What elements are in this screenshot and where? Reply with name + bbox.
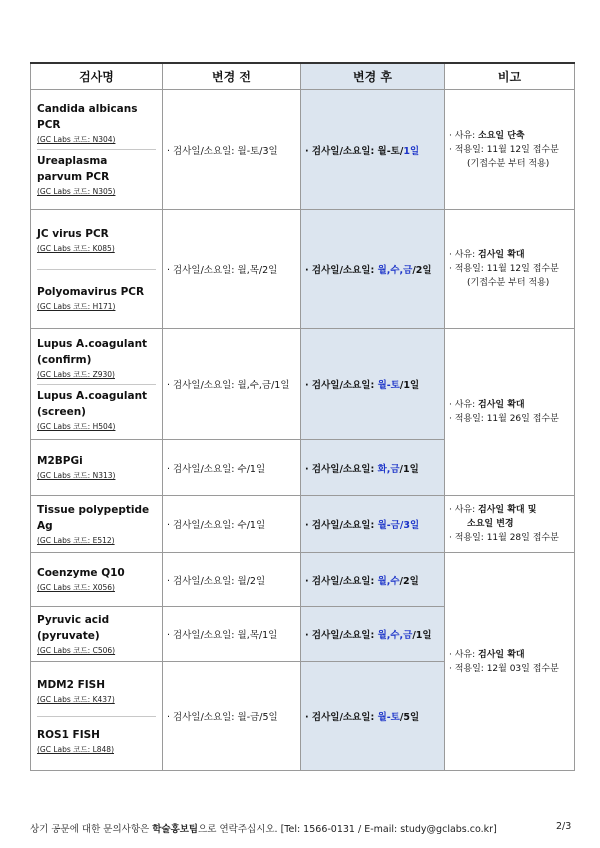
test-name-cell <box>31 553 163 607</box>
test-code: (GC Labs 코드: K085) <box>37 243 115 253</box>
test-name: Pyruvic acid (pyruvate) <box>37 613 110 642</box>
test-name: Candida albicans PCR <box>37 103 138 131</box>
table-row <box>31 329 575 440</box>
test-entry <box>37 149 156 201</box>
header-before: 변경 전 <box>163 63 301 90</box>
note-reason-cont: 소요일 변경 <box>467 519 514 529</box>
note-cell <box>445 329 575 496</box>
after-cell <box>301 329 445 440</box>
before-cell: · 검사일/소요일: 월-금/5일 <box>163 662 301 771</box>
header-note: 비고 <box>445 63 575 90</box>
after-highlight: 월,수 <box>377 575 400 587</box>
note-cell <box>445 210 575 329</box>
test-code: (GC Labs 코드: N304) <box>37 135 116 144</box>
note-reason: · 사유: 검사일 확대 <box>449 400 525 410</box>
test-code: (GC Labs 코드: H504) <box>37 421 116 431</box>
page-number: 2/3 <box>556 821 572 832</box>
test-name: Polyomavirus PCR <box>37 285 145 298</box>
table-row <box>31 553 575 607</box>
note-apply-date: · 적용일: 11월 12일 접수분 <box>449 144 559 155</box>
table-row <box>31 496 575 553</box>
test-name: JC virus PCR <box>37 227 109 240</box>
after-suffix: /1일 <box>399 463 419 475</box>
footer-contact: 상기 공문에 대한 문의사항은 학술홍보팀으로 연락주십시오. [Tel: 1566-0131 / E-mail: study@gclabs.co.kr] <box>30 824 497 835</box>
after-highlight: 월-토 <box>377 380 400 391</box>
note-reason: · 사유: 검사일 확대 <box>449 250 525 260</box>
change-table <box>30 62 575 771</box>
test-name: Lupus A.coagulant (confirm) <box>37 337 148 366</box>
header-row <box>31 63 575 90</box>
table-row <box>31 210 575 329</box>
after-highlight: 월-금/3일 <box>377 520 420 531</box>
after-highlight: 월-토 <box>377 712 400 723</box>
note-cell <box>445 496 575 553</box>
note-cell <box>445 553 575 771</box>
test-name-cell <box>31 496 163 553</box>
test-code: (GC Labs 코드: N305) <box>37 187 116 196</box>
note-reason: · 사유: 소요일 단축 <box>449 130 525 141</box>
header-name: 검사명 <box>31 63 163 90</box>
test-entry <box>37 98 156 149</box>
test-code: (GC Labs 코드: L848) <box>37 744 115 754</box>
test-entry <box>37 674 156 716</box>
test-code: (GC Labs 코드: N313) <box>37 471 116 480</box>
test-name-cell <box>31 90 163 210</box>
test-code: (GC Labs 코드: K437) <box>37 694 115 704</box>
table-row <box>31 90 575 210</box>
before-cell: · 검사일/소요일: 월-토/3일 <box>163 90 301 210</box>
test-name-cell <box>31 210 163 329</box>
test-entry <box>37 223 156 269</box>
after-highlight: 화,금 <box>377 463 400 475</box>
test-name-cell <box>31 329 163 440</box>
after-prefix: · 검사일/소요일: <box>305 630 378 641</box>
before-cell: · 검사일/소요일: 월,목/2일 <box>163 210 301 329</box>
test-name-cell <box>31 440 163 496</box>
test-name: Coenzyme Q10 <box>37 567 125 579</box>
test-code: (GC Labs 코드: C506) <box>37 645 116 655</box>
after-prefix: · 검사일/소요일: <box>305 575 378 587</box>
after-suffix: /2일 <box>399 575 419 587</box>
after-cell <box>301 662 445 771</box>
after-suffix: /2일 <box>412 265 432 276</box>
after-highlight: 월,수,금 <box>377 265 413 276</box>
test-entry <box>37 384 156 436</box>
note-apply-date: · 적용일: 11월 26일 접수분 <box>449 414 559 424</box>
test-name: MDM2 FISH <box>37 678 106 691</box>
test-name: Ureaplasma parvum PCR <box>37 155 110 183</box>
test-code: (GC Labs 코드: Z930) <box>37 369 115 379</box>
test-entry <box>37 333 156 384</box>
test-name-cell <box>31 662 163 771</box>
test-entry <box>37 499 156 550</box>
after-prefix: · 검사일/소요일: <box>305 463 378 475</box>
note-extra: (기접수분 부터 적용) <box>467 158 550 169</box>
after-suffix: /5일 <box>399 712 420 723</box>
note-extra: (기접수분 부터 적용) <box>467 278 550 288</box>
after-prefix: · 검사일/소요일: 월-토/ <box>305 145 404 157</box>
test-entry <box>37 450 156 485</box>
test-entry <box>37 269 156 316</box>
after-cell <box>301 496 445 553</box>
after-highlight: 1일 <box>403 145 420 157</box>
footer-team: 학술홍보팀 <box>152 824 199 835</box>
note-cell <box>445 90 575 210</box>
test-code: (GC Labs 코드: E512) <box>37 535 115 545</box>
before-cell: · 검사일/소요일: 월/2일 <box>163 553 301 607</box>
after-cell <box>301 90 445 210</box>
test-entry <box>37 716 156 759</box>
before-cell: · 검사일/소요일: 수/1일 <box>163 440 301 496</box>
note-reason: · 사유: 검사일 확대 <box>449 649 525 660</box>
note-apply-date: · 적용일: 11월 12일 접수분 <box>449 264 559 274</box>
test-name-cell <box>31 607 163 662</box>
note-apply-date: · 적용일: 12월 03일 접수분 <box>449 663 559 674</box>
after-highlight: 월,수,금 <box>377 630 413 641</box>
test-entry <box>37 562 156 597</box>
note-apply-date: · 적용일: 11월 28일 접수분 <box>449 533 559 543</box>
after-cell <box>301 553 445 607</box>
test-name: Tissue polypeptide Ag <box>37 503 150 532</box>
note-reason: · 사유: 검사일 확대 및 <box>449 505 537 515</box>
test-code: (GC Labs 코드: H171) <box>37 301 116 311</box>
after-cell <box>301 607 445 662</box>
before-cell: · 검사일/소요일: 월,수,금/1일 <box>163 329 301 440</box>
test-name: ROS1 FISH <box>37 728 100 741</box>
before-cell: · 검사일/소요일: 월,목/1일 <box>163 607 301 662</box>
after-prefix: · 검사일/소요일: <box>305 520 378 531</box>
header-after: 변경 후 <box>301 63 445 90</box>
after-cell <box>301 210 445 329</box>
test-entry <box>37 609 156 660</box>
test-name: M2BPGi <box>37 455 83 467</box>
after-prefix: · 검사일/소요일: <box>305 380 378 391</box>
before-cell: · 검사일/소요일: 수/1일 <box>163 496 301 553</box>
test-name: Lupus A.coagulant (screen) <box>37 389 148 418</box>
after-suffix: /1일 <box>399 380 420 391</box>
after-cell <box>301 440 445 496</box>
after-prefix: · 검사일/소요일: <box>305 265 378 276</box>
after-prefix: · 검사일/소요일: <box>305 712 378 723</box>
after-suffix: /1일 <box>412 630 432 641</box>
test-code: (GC Labs 코드: X056) <box>37 583 115 592</box>
